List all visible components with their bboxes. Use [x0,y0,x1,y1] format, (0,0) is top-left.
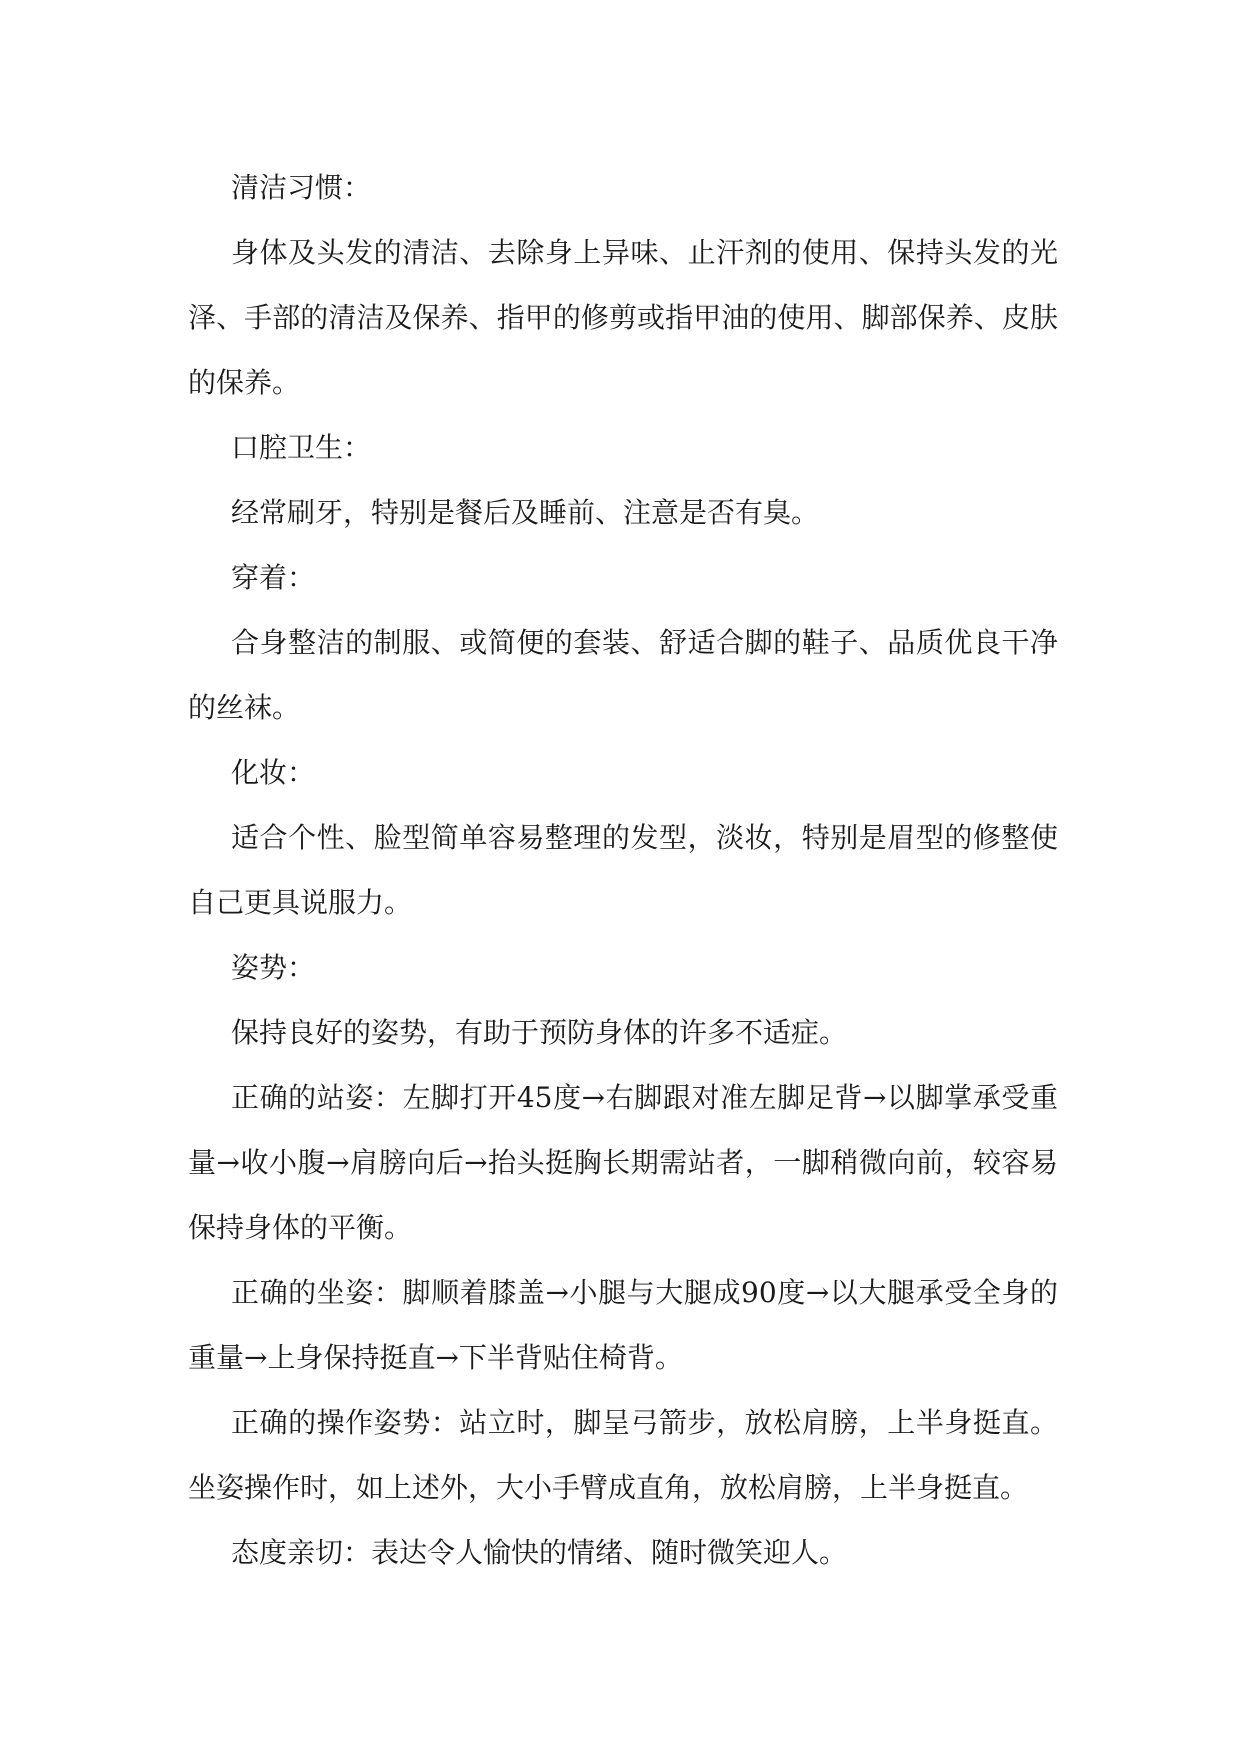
heading-oral-hygiene: 口腔卫生： [231,431,372,464]
paragraph-standing-posture: 正确的站姿：左脚打开45度→右脚跟对准左脚足背→以脚掌承受重量→收小腹→肩膀向后→抬头挺胸长期需站者，一脚稍微向前，较容易保持身体的平衡。 [188,1081,1058,1244]
heading-cleaning-habits: 清洁习惯： [231,171,372,204]
document-body [188,155,1058,1585]
paragraph-posture-intro: 保持良好的姿势，有助于预防身体的许多不适症。 [231,1016,848,1049]
paragraph-cleaning-details: 身体及头发的清洁、去除身上异味、止汗剂的使用、保持头发的光泽、手部的清洁及保养、指甲的修剪或指甲油的使用、脚部保养、皮肤的保养。 [188,236,1058,399]
paragraph-makeup: 适合个性、脸型简单容易整理的发型，淡妆，特别是眉型的修整使自己更具说服力。 [188,821,1058,919]
paragraph-friendly-attitude: 态度亲切：表达令人愉快的情绪、随时微笑迎人。 [231,1536,848,1569]
paragraph-sitting-posture: 正确的坐姿：脚顺着膝盖→小腿与大腿成90度→以大腿承受全身的重量→上身保持挺直→下半背贴住椅背。 [188,1276,1058,1374]
paragraph-clothing: 合身整洁的制服、或简便的套装、舒适合脚的鞋子、品质优良干净的丝袜。 [188,626,1058,724]
paragraph-oral-hygiene: 经常刷牙，特别是餐后及睡前、注意是否有臭。 [231,496,820,529]
heading-clothing: 穿着： [231,561,316,594]
paragraph-operating-posture: 正确的操作姿势：站立时，脚呈弓箭步，放松肩膀，上半身挺直。坐姿操作时，如上述外，大小手臂成直角，放松肩膀，上半身挺直。 [188,1406,1058,1504]
heading-posture: 姿势： [231,951,316,984]
heading-makeup: 化妆： [231,756,316,789]
